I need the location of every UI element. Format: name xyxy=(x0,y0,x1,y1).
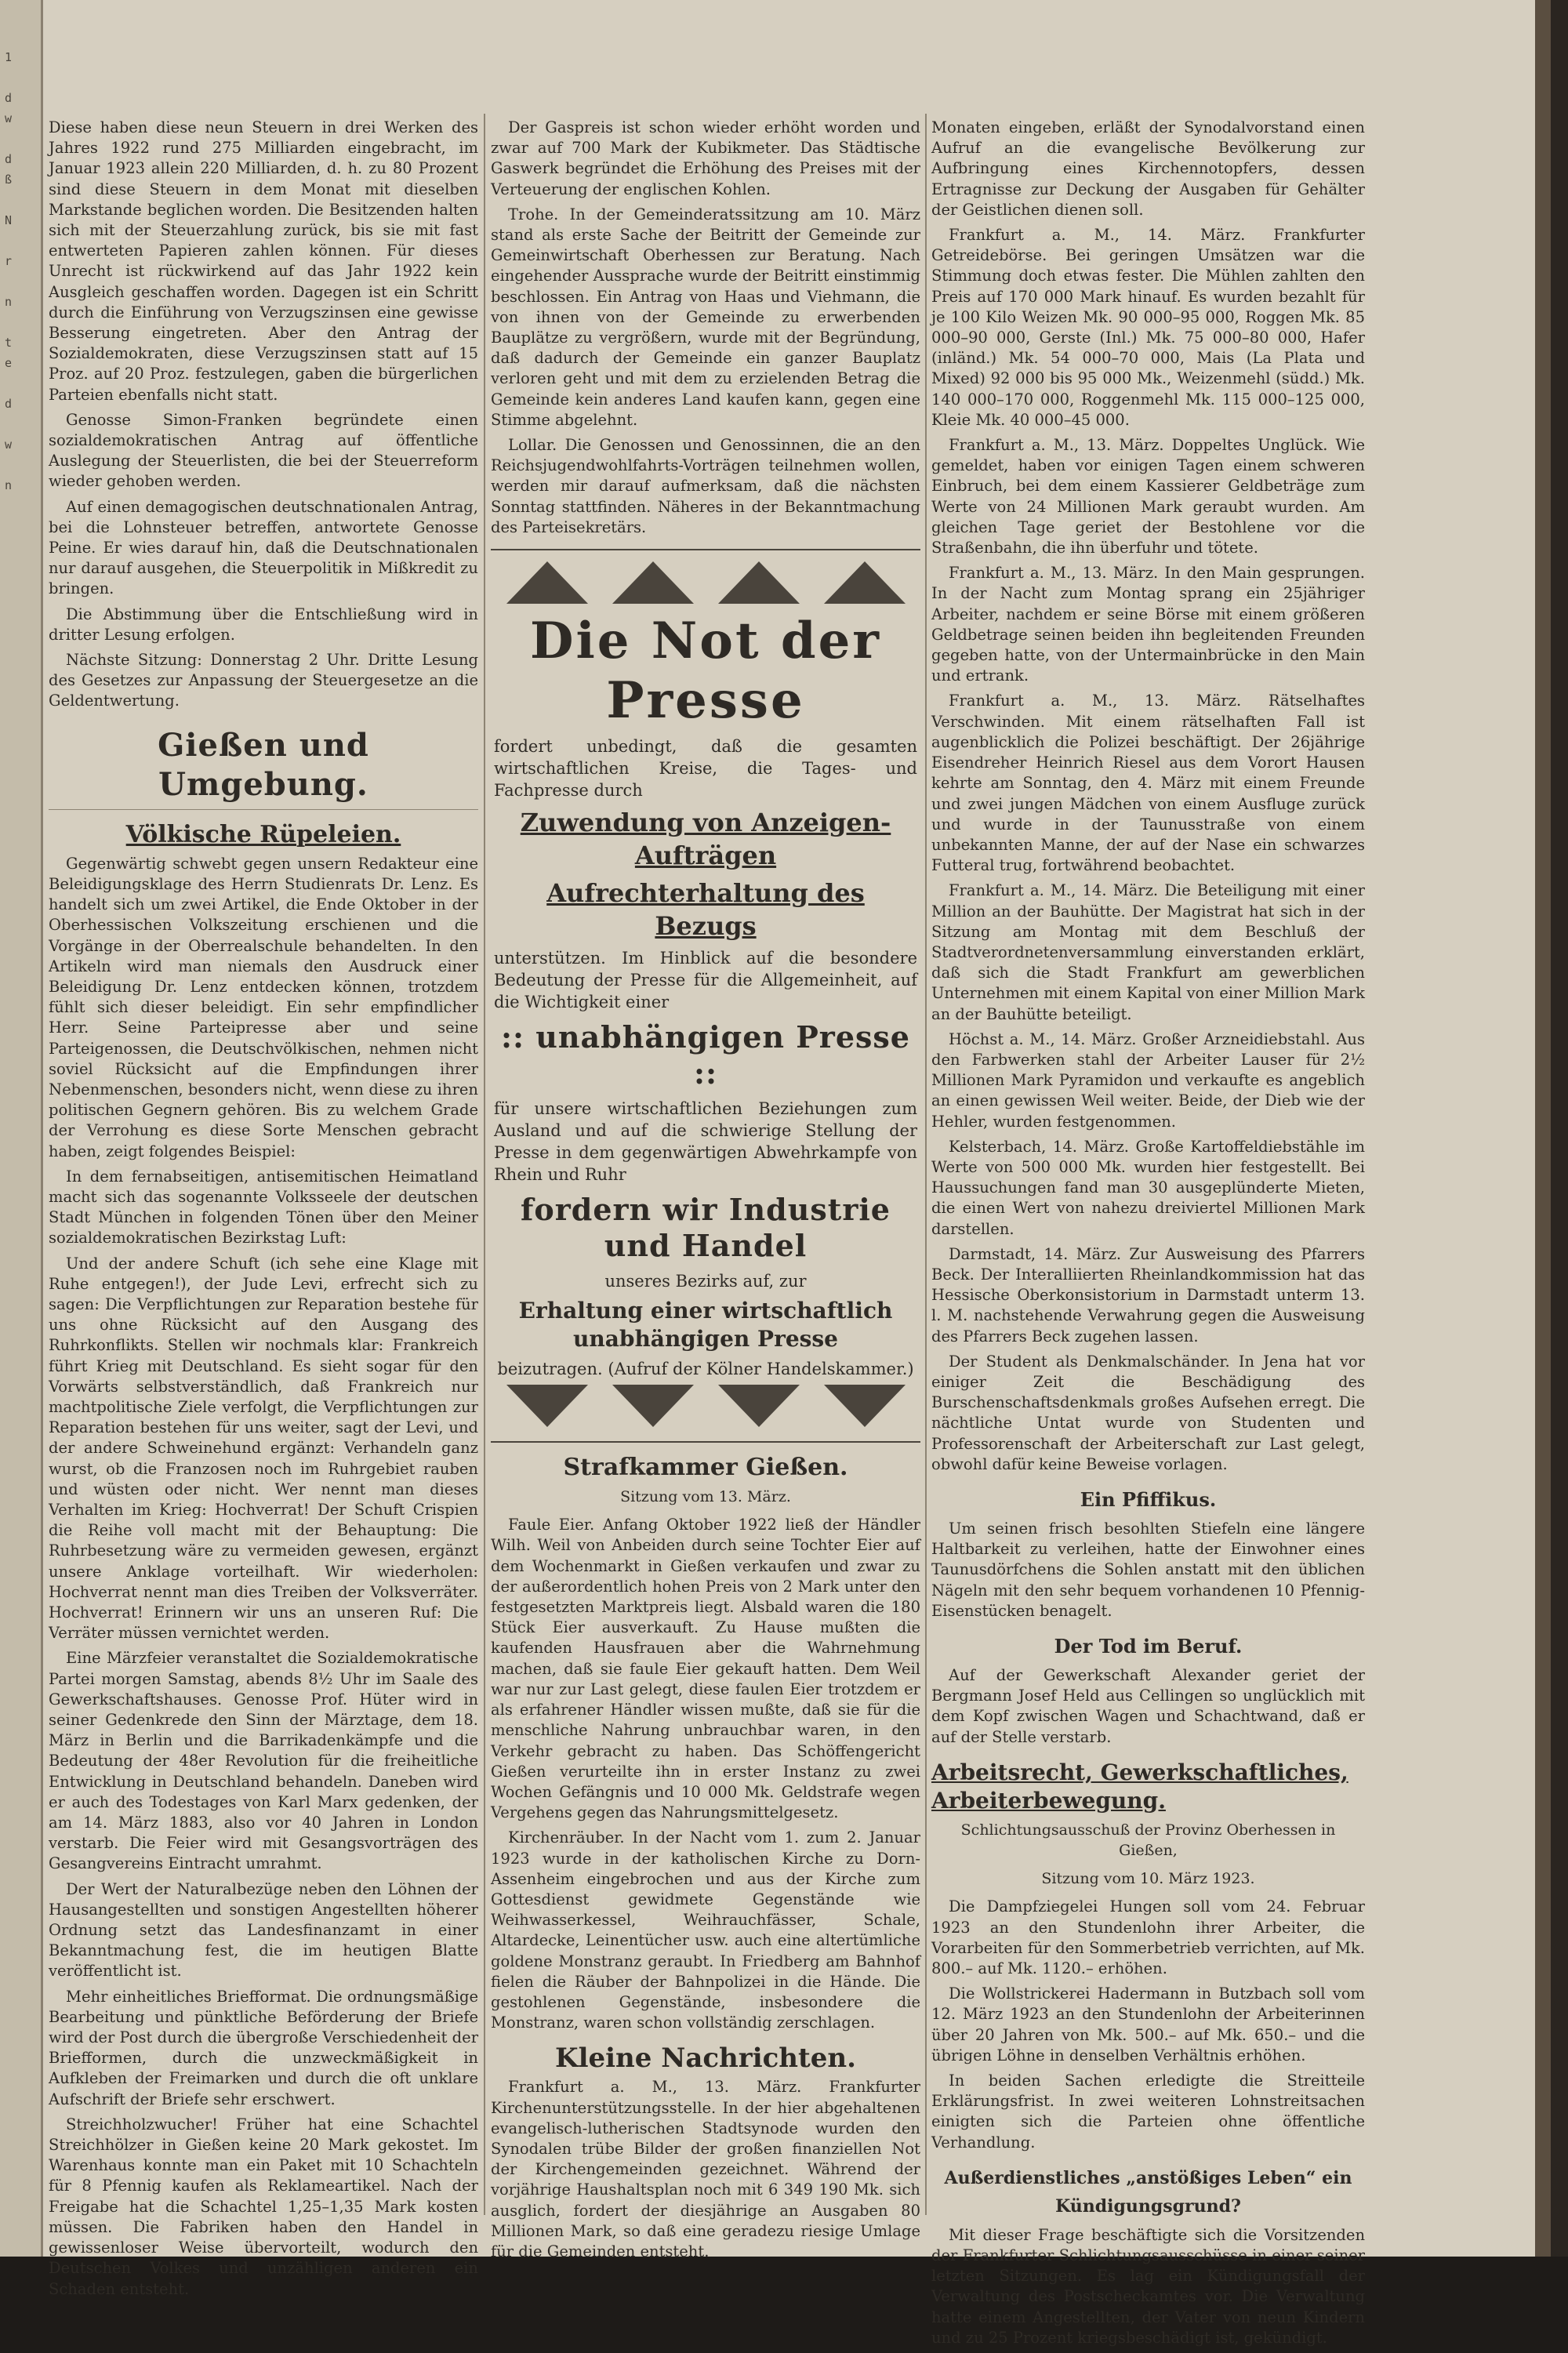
ad-text: beizutragen. (Aufruf der Kölner Handelskammer.) xyxy=(497,1360,914,1379)
article-paragraph: Eine Märzfeier veranstaltet die Sozialdemokratische Partei morgen Samstag, abends 8½ Uhr im Saale des Gewerkschaftshauses. Genosse Prof. Hüter wird in seiner Gedenkrede den Sinn der Märztage, dem 18. März in Berlin und die Barrikadenkämpfe und die Bedeutung der 48er Revolution für die freiheitliche Entwicklung in Deutschland behandeln. Daneben wird er auch des Todestages von Karl Marx gedenken, der am 14. März 1883, also vor 40 Jahren in London verstarb. Die Feier wird mit Gesangsvorträgen des Gesangvereins Eintracht umrahmt. xyxy=(49,1649,478,1873)
article-paragraph: Auf einen demagogischen deutschnationalen Antrag, bei die Lohnsteuer betreffen, antwortete Genosse Peine. Er wies darauf hin, daß die Deutschnationalen nur darauf ausgehen, die Steuerpolitik in Mißkredit zu bringen. xyxy=(49,497,478,598)
article-subheading: Sitzung vom 13. März. xyxy=(620,1488,791,1506)
article-paragraph: Frankfurt a. M., 13. März. Rätselhaftes Verschwinden. Mit einem rätselhaften Fall ist augenblicklich die Polizei beschäftigt. Der 26jährige Eisendreher Heinrich Riesel aus dem Vorort Hausen kehrte am Sonntag, den 4. März mit einem Freunde und zwei jungen Mädchen von einem Ausfluge zurück und wurde in der Taunusstraße von einem unbekannten Manne, der auf der Nase ein schwarzes Futteral trug, fortwährend beobachtet. xyxy=(931,692,1365,875)
article-paragraph: Um seinen frisch besohlten Stiefeln eine längere Haltbarkeit zu verleihen, hatte der Einwohner eines Taunusdörfchens die Sohlen anstatt mit den üblichen Nägeln mit den sehr bequem vorhandenen 10 Pfennig-Eisenstücken benagelt. xyxy=(931,1520,1365,1620)
article-paragraph: Genosse Simon-Franken begründete einen sozialdemokratischen Antrag auf öffentliche Auslegung der Steuerlisten, die bei der Steuerreform wieder gehoben werden. xyxy=(49,410,478,491)
article-paragraph: Kelsterbach, 14. März. Große Kartoffeldiebstähle im Werte von 500 000 Mk. wurden hier festgestellt. Bei Haussuchungen fand man 30 ausgeplünderte Mieten, die einen Wert von nahezu dreiviertel Millionen Mark darstellen. xyxy=(931,1137,1365,1238)
ad-text: für unsere wirtschaftlichen Beziehungen zum Ausland und auf die schwierige Stellung der Presse in dem gegenwärtigen Abwehrkampfe von Rhein und Ruhr xyxy=(494,1099,917,1185)
article-paragraph: Streichholzwucher! Früher hat eine Schachtel Streichhölzer in Gießen keine 20 Mark gekostet. Im Warenhaus konnte man ein Paket mit 10 Schachteln für 8 Pfennig kaufen als Reklameartikel. Nach der Freigabe hat die Schachtel 1,25–1,35 Mark kosten müssen. Die Fabriken haben den Handel in gewissenloser Weise übervorteilt, wodurch den Deutschen Volkes und unzähligen anderen ein Schaden entsteht. xyxy=(49,2115,478,2298)
article-paragraph: Diese haben diese neun Steuern in drei Werken des Jahres 1922 rund 275 Milliarden eingebracht, im Januar 1923 allein 220 Milliarden, d. h. zu 80 Prozent sind diese Steuern in dem Monat mit dieselben Markstande beglichen worden. Die Besitzenden halten sich mit der Steuerzahlung zurück, bis sie mit fast entwerteten Papieren zahlen können. Für dieses Unrecht ist rückwirkend auf das Jahr 1922 kein Ausgleich geschaffen worden. Dagegen ist ein Schritt durch die Einführung von Verzugszinsen eine gewisse Besserung eingetreten. Aber den Antrag der Sozialdemokraten, diese Verzugszinsen statt auf 15 Proz. auf 20 Proz. festzulegen, gaben die bürgerlichen Parteien ebenfalls nicht statt. xyxy=(49,118,478,404)
article-paragraph: Trohe. In der Gemeinderatssitzung am 10. März stand als erste Sache der Beitritt der Gemeinde zur Gemeinwirtschaft Oberhessen zur Beratung. Nach eingehender Aussprache wurde der Beitritt einstimmig beschlossen. Ein Antrag von Haas und Viehmann, die von ihnen von der Gemeinde zu erwerbenden Bauplätze zu vergrößern, wurde mit der Begründung, daß dadurch der Gemeinde ein ganzer Bauplatz verloren geht und mit dem zu erzielenden Betrag die Gemeinde kein anderes Land kaufen kann, gegen eine Stimme abgelehnt. xyxy=(491,205,920,429)
triangle-ornament xyxy=(824,1385,906,1427)
ad-emphasis: Aufrechterhaltung des Bezugs xyxy=(546,878,865,942)
article-paragraph: Kirchenräuber. In der Nacht vom 1. zum 2. Januar 1923 wurde in der katholischen Kirche zu Dorn-Assenheim eingebrochen und aus der Kirche zum Gottesdienst gewidmete Gegenstände wie Weihwasserkessel, Weihrauchfässer, Schale, Altardecke, Leinentücher usw. auch eine altertümliche goldene Monstranz geraubt. In Friedberg am Bahnhof fielen die Räuber der Bahnpolizei in die Hände. Die gestohlenen Gegenstände, insbesondere die Monstranz, waren schon vollständig zerschlagen. xyxy=(491,1828,920,2032)
adjacent-page-fragments: 1 d w d ß N r n t e d w n xyxy=(5,50,13,492)
article-paragraph: Monaten eingeben, erläßt der Synodalvorstand einen Aufruf an die evangelische Bevölkerung zur Aufbringung eines Kirchennotopfers, dessen Ertragnisse zur Deckung der Ausgaben für Gehälter der Geistlichen dienen soll. xyxy=(931,118,1365,219)
column-rule xyxy=(925,114,927,2215)
article-paragraph: Der Student als Denkmalschänder. In Jena hat vor einiger Zeit die Beschädigung des Burschenschaftsdenkmals großes Aufsehen erregt. Die nächtliche Untat wurde von Studenten und Professorenschaft der Arbeiterschaft zur Last gelegt, obwohl dafür keine Beweise vorlagen. xyxy=(931,1352,1365,1473)
press-appeal-advertisement xyxy=(491,549,920,1443)
ad-headline: Die Not der Presse xyxy=(529,612,882,731)
article-paragraph: Die Dampfziegelei Hungen soll vom 24. Februar 1923 an den Stundenlohn ihrer Arbeiter, die Vorarbeiten für den Sommerbetrieb verrichten, auf Mk. 800.– auf Mk. 1120.– erhöhen. xyxy=(931,1897,1365,1978)
article-paragraph: Nächste Sitzung: Donnerstag 2 Uhr. Dritte Lesung des Gesetzes zur Anpassung der Steuergesetze an die Geldentwertung. xyxy=(49,651,478,710)
adjacent-page-strip xyxy=(0,0,43,2257)
article-subheading: Schlichtungsausschuß der Provinz Oberhessen in Gießen, xyxy=(960,1821,1336,1860)
ad-ornament-top xyxy=(494,561,917,607)
article-paragraph: Höchst a. M., 14. März. Großer Arzneidiebstahl. Aus den Farbwerken stahl der Arbeiter Lauser für 2½ Millionen Mark Pyramidon und verkaufte es angeblich an einen gewissen Weil weiter. Beide, der Dieb wie der Hehler, wurden festgenommen. xyxy=(931,1029,1365,1131)
ad-text: unseres Bezirks auf, zur xyxy=(604,1272,807,1291)
article-subheading: Sitzung vom 10. März 1923. xyxy=(1041,1870,1255,1888)
article-paragraph: Darmstadt, 14. März. Zur Ausweisung des Pfarrers Beck. Der Interalliierten Rheinlandkommission hat das Hessische Oberkonsistorium in Darmstadt unterm 13. l. M. nachstehende Verwahrung gegen die Ausweisung des Pfarrers Beck zugehen lassen. xyxy=(931,1244,1365,1345)
column-rule xyxy=(484,114,485,2215)
triangle-ornament xyxy=(718,1385,800,1427)
page-edge-right xyxy=(1535,0,1568,2257)
triangle-ornament xyxy=(612,561,694,604)
column-2 xyxy=(491,118,920,2267)
article-paragraph: Frankfurt a. M., 14. März. Frankfurter Getreidebörse. Bei geringen Umsätzen war die Stimmung doch etwas fester. Die Mühlen zahlten den Preis auf 170 000 Mark hinauf. Es wurden bezahlt für je 100 Kilo Weizen Mk. 90 000–95 000, Roggen Mk. 85 000–90 000, Gerste (Inl.) Mk. 75 000–80 000, Hafer (inländ.) Mk. 54 000–70 000, Mais (La Plata und Mixed) 92 000 bis 95 000 Mk., Weizenmehl (südd.) Mk. 140 000–170 000, Roggenmehl Mk. 115 000–125 000, Kleie Mk. 40 000–45 000. xyxy=(931,226,1365,429)
article-paragraph: In dem fernabseitigen, antisemitischen Heimatland macht sich das sogenannte Volksseele der deutschen Stadt München in folgenden Tönen über den Meiner sozialdemokratischen Bezirkstag Luft: xyxy=(49,1167,478,1247)
ad-emphasis: Zuwendung von Anzeigen-Aufträgen xyxy=(520,808,891,871)
article-paragraph: Frankfurt a. M., 14. März. Die Beteiligung mit einer Million an der Bauhütte. Der Magistrat hat sich in der Sitzung am Montag mit dem Beschluß der Stadtverordnetenversammlung einverstanden erklärt, daß sich die Stadt Frankfurt am gewerblichen Unternehmen mit einem Kapital von einer Million Mark an der Bauhütte beteiligt. xyxy=(931,881,1365,1023)
triangle-ornament xyxy=(718,561,800,604)
section-heading: Gießen und Umgebung. xyxy=(49,726,478,810)
article-paragraph: Der Gaspreis ist schon wieder erhöht worden und zwar auf 700 Mark der Kubikmeter. Das Städtische Gaswerk begründet die Erhöhung des Preises mit der Verteuerung der englischen Kohlen. xyxy=(491,118,920,198)
triangle-ornament xyxy=(506,561,588,604)
triangle-ornament xyxy=(824,561,906,604)
article-headline: Strafkammer Gießen. xyxy=(563,1454,848,1482)
column-1 xyxy=(49,118,478,2304)
article-paragraph: Frankfurt a. M., 13. März. Doppeltes Unglück. Wie gemeldet, haben vor einigen Tagen einem schweren Einbruch, bei dem einem Kassierer Geldbeträge zum Werte von 24 Millionen Mark geraubt wurden. Am gleichen Tage geriet der Bestohlene vor die Straßenbahn, die ihn überfuhr und tötete. xyxy=(931,436,1365,557)
article-headline: Völkische Rüpeleien. xyxy=(125,820,401,848)
column-3 xyxy=(931,118,1365,2353)
article-paragraph: In beiden Sachen erledigte die Streitteile Erklärungsfrist. In zwei weiteren Lohnstreitsachen einigten sich die Parteien ohne öffentliche Verhandlung. xyxy=(931,2072,1365,2151)
article-headline: Der Tod im Beruf. xyxy=(1054,1635,1243,1658)
article-paragraph: Mehr einheitliches Briefformat. Die ordnungsmäßige Bearbeitung und pünktliche Beförderung der Briefe wird der Post durch die übergroße Verschiedenheit der Briefformen, durch die unzweckmäßigkeit in Aufkleben der Freimarken und durch die oft unklare Aufschrift der Briefe sehr erschwert. xyxy=(49,1987,479,2108)
binding-shadow xyxy=(1535,0,1551,2257)
article-headline: Kleine Nachrichten. xyxy=(555,2043,856,2075)
article-paragraph: Die Abstimmung über die Entschließung wird in dritter Lesung erfolgen. xyxy=(49,605,478,644)
ad-text: unterstützen. Im Hinblick auf die besondere Bedeutung der Presse für die Allgemeinheit, auf die Wichtigkeit einer xyxy=(494,949,917,1012)
article-paragraph: Frankfurt a. M., 13. März. In den Main gesprungen. In der Nacht zum Montag sprang ein 25jähriger Arbeiter, nachdem er seine Börse mit einem größeren Geldbetrage seinen beiden ihn begleitenden Freunden gegeben hatte, von der Untermainbrücke in den Main und ertrank. xyxy=(931,564,1365,685)
article-paragraph: Faule Eier. Anfang Oktober 1922 ließ der Händler Wilh. Weil von Anbeiden durch seine Tochter Eier auf dem Wochenmarkt in Gießen verkaufen und zwar zu der außerordentlich hohen Preis von 2 Mark unter den festgesetzten Marktpreis liegt. Alsbald waren die 180 Stück Eier ausverkauft. Zu Hause mußten die kaufenden Hausfrauen aber die Wahrnehmung machen, daß sie faule Eier gekauft hatten. Dem Weil war nur zur Last gelegt, diese faulen Eier trotzdem er als erfahrener Händler wissen mußte, daß sie für die menschliche Nahrung unbrauchbar waren, in den Verkehr gebracht zu haben. Das Schöffengericht Gießen verurteilte ihn in erster Instanz zu zwei Wochen Gefängnis und 10 000 Mk. Geldstrafe wegen Vergehens gegen das Nahrungsmittelgesetz. xyxy=(491,1516,920,1822)
article-paragraph: Frankfurt a. M., 13. März. Frankfurter Kirchenunterstützungsstelle. In der hier abgehaltenen evangelisch-lutherischen Stadtsynode wurden den Synodalen trübe Bilder der großen finanziellen Not der Kirchengemeinden gezeichnet. Während der vorjährige Haushaltsplan noch mit 6 349 190 Mk. sich ausglich, fordert der diesjährige an Ausgaben 80 Millionen Mark, so daß eine geradezu riesige Umlage für die Gemeinden entsteht. xyxy=(491,2078,920,2260)
ad-ornament-bottom xyxy=(494,1385,917,1430)
triangle-ornament xyxy=(506,1385,588,1427)
article-paragraph: Mit dieser Frage beschäftigte sich die Vorsitzenden der Frankfurter Schlichtungsausschüsse in einer seiner letzten Sitzungen. Es lag ein Kündigungsfall der Verwaltung des Postscheckamtes vor. Die Verwaltung hatte einem Angestellten, der Vater von neun Kindern und zu 25 Prozent kriegsbeschädigt ist, gekündigt. xyxy=(931,2225,1365,2347)
article-paragraph: Gegenwärtig schwebt gegen unsern Redakteur eine Beleidigungsklage des Herrn Studienrats Dr. Lenz. Es handelt sich um zwei Artikel, die Ende Oktober in der Oberhessischen Volkszeitung erschienen und die Vorgänge in der Oberrealschule behandelten. In den Artikeln wird man niemals den Ausdruck einer Beleidigung Dr. Lenz entdecken können, trotzdem fühlt sich dieser beleidigt. Ein sehr empfindlicher Herr. Seine Parteipresse aber und seine Parteigenossen, die Deutschvölkischen, nehmen nicht soviel Rücksicht auf die Empfindungen ihrer Nebenmenschen, besonders nicht, wenn diese zu ihren politischen Gegnern gehören. Bis zu welchem Grade der Verrohung es diese Sorte Menschen gebracht haben, zeigt folgendes Beispiel: xyxy=(49,854,478,1160)
article-paragraph: Der Wert der Naturalbezüge neben den Löhnen der Hausangestellten und sonstigen Angestellten höherer Ordnung setzt das Landesfinanzamt in einer Bekanntmachung fest, die im heutigen Blatte veröffentlicht ist. xyxy=(49,1879,478,1981)
ad-emphasis: Erhaltung einer wirtschaftlich unabhängigen Presse xyxy=(518,1298,893,1353)
article-paragraph: Lollar. Die Genossen und Genossinnen, die an den Reichsjugendwohlfahrts-Vorträgen teilnehmen wollen, werden mir darauf aufmerksam, daß die nächsten Sonntag stattfinden. Näheres in der Bekanntmachung des Parteisekretärs. xyxy=(491,436,920,536)
section-heading: Arbeitsrecht, Gewerkschaftliches, Arbeiterbewegung. xyxy=(931,1759,1348,1814)
triangle-ornament xyxy=(612,1385,694,1427)
ad-text: fordert unbedingt, daß die gesamten wirtschaftlichen Kreise, die Tages- und Fachpresse durch xyxy=(494,737,917,801)
ad-emphasis: fordern wir Industrie und Handel xyxy=(521,1192,891,1264)
article-paragraph: Die Wollstrickerei Hadermann in Butzbach soll vom 12. März 1923 an den Stundenlohn der Arbeiterinnen über 20 Jahren von Mk. 500.– auf Mk. 650.– und die übrigen Löhne in denselben Verhältnis erhöhen. xyxy=(931,1984,1365,2064)
article-paragraph: Auf der Gewerkschaft Alexander geriet der Bergmann Josef Held aus Cellingen so unglücklich mit dem Kopf zwischen Wagen und Schachtwand, daß er auf der Stelle verstarb. xyxy=(931,1666,1365,1746)
article-headline: Außerdienstliches „anstößiges Leben“ ein Kündigungsgrund? xyxy=(944,2167,1352,2217)
ad-emphasis: :: unabhängigen Presse :: xyxy=(501,1019,910,1091)
quoted-paragraph: Und der andere Schuft (ich sehe eine Klage mit Ruhe entgegen!), der Jude Levi, erfrecht sich zu sagen: Die Verpflichtungen zur Reparation bestehe für uns ohne Rücksicht auf den Ausgang des Ruhrkonflikts. Stellen wir nochmals klar: Frankreich führt Krieg mit Deutschland. Es sieht sogar für den Vorwärts selbstverständlich, daß Frankreich nur machtpolitische Ziele verfolgt, die Verpflichtungen zur Reparation bestehen für uns weiter, sagt der Levi, und der andere Schweinehund ergänzt: Verhandeln ganz wurst, ob die Franzosen noch im Ruhrgebiet rauben und wüsten oder nicht. Wer nennt man dieses Verhalten im Krieg: Hochverrat! Der Schuft Crispien die Reihe voll macht mit der Behauptung: Die Ruhrbesetzung wäre zu vermeiden gewesen, ergänzt unsere Anklage vorteilhaft. Wir wiederholen: Hochverrat nennt man dies Treiben der Volksverräter. Hochverrat! Erinnern wir uns an unseren Ruf: Die Verräter müssen vernichtet werden. xyxy=(49,1254,478,1643)
article-headline: Ein Pfiffikus. xyxy=(1080,1488,1217,1511)
